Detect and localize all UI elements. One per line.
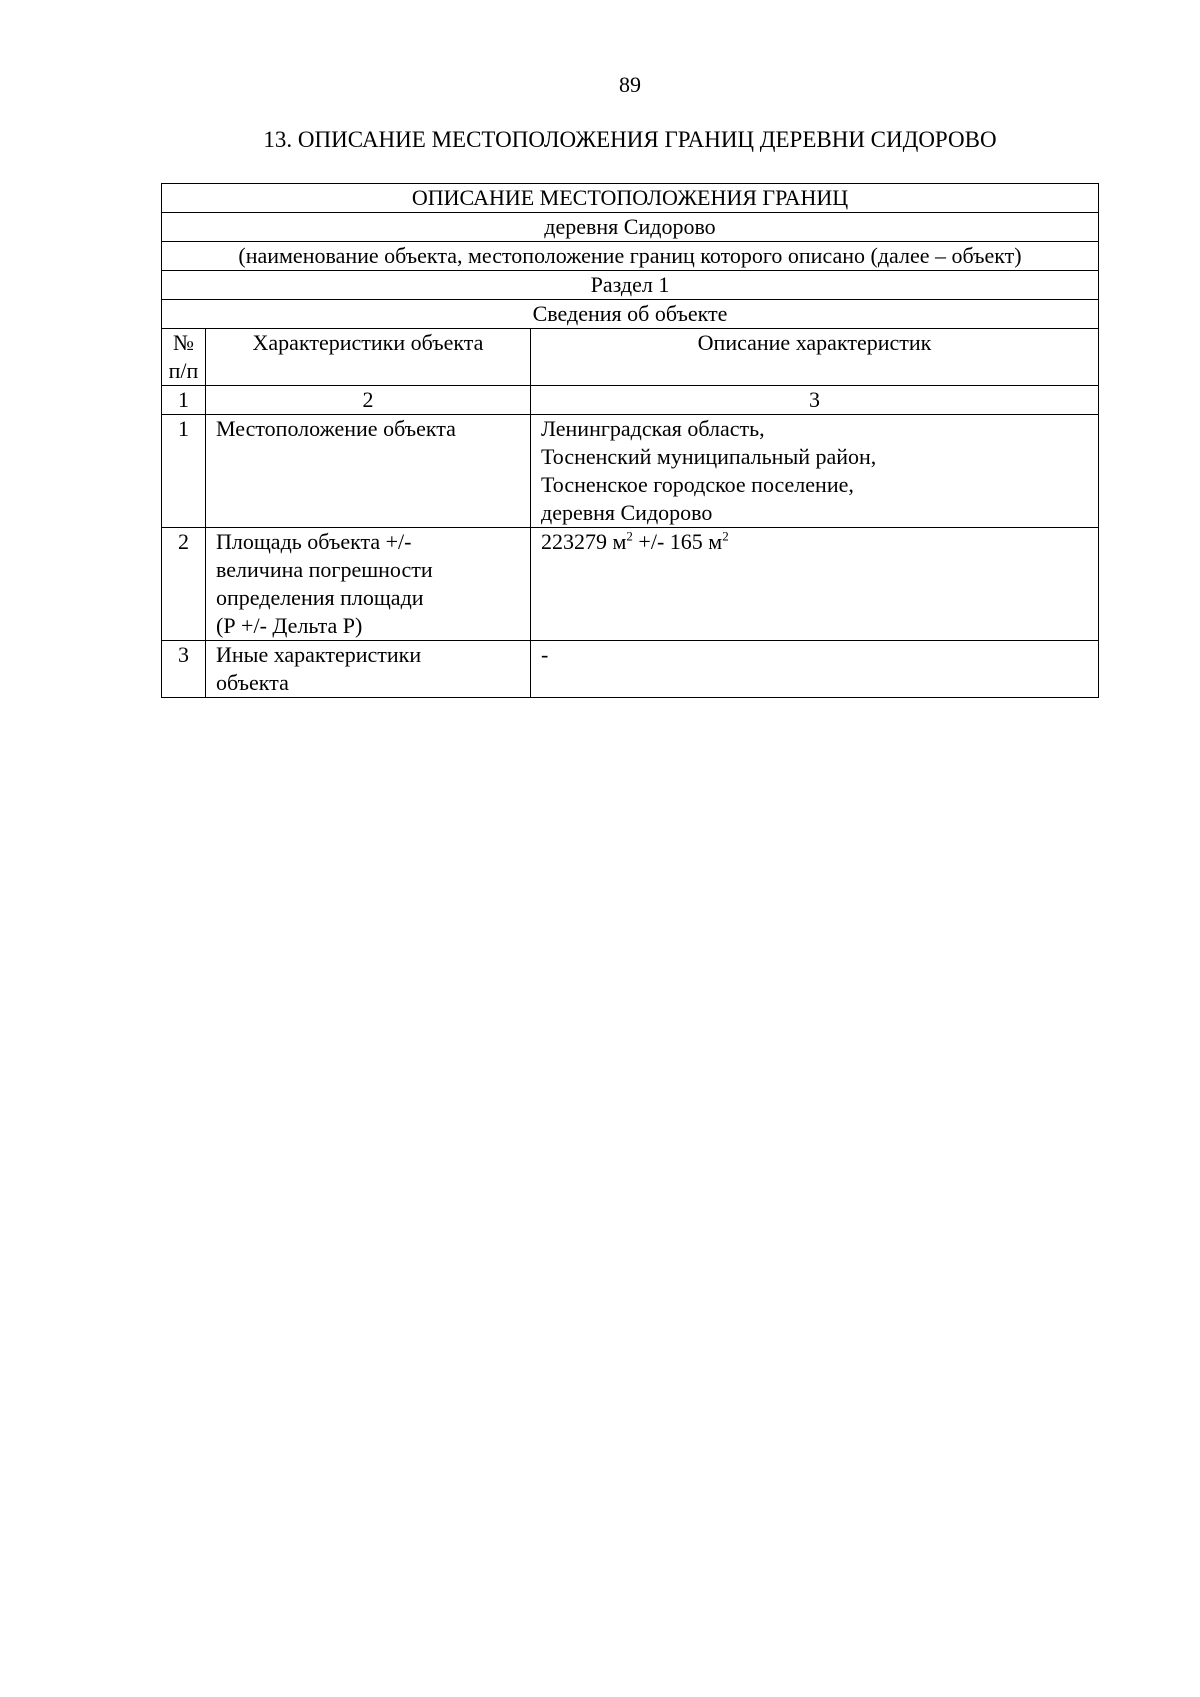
characteristic-cell	[206, 528, 531, 641]
column-number-2: 2	[206, 386, 531, 415]
section-label: Раздел 1	[162, 271, 1099, 300]
section-title: Сведения об объекте	[162, 300, 1099, 329]
description-line: Тосненское городское поселение,	[541, 472, 854, 497]
table-title: ОПИСАНИЕ МЕСТОПОЛОЖЕНИЯ ГРАНИЦ	[162, 184, 1099, 213]
characteristic-text: величина погрешности	[216, 557, 433, 582]
characteristic-cell	[206, 641, 531, 698]
table-row	[162, 641, 1099, 698]
area-tolerance: +/- 165 м	[632, 529, 723, 554]
column-number-row	[162, 386, 1099, 415]
description-line: деревня Сидорово	[541, 500, 713, 525]
table-header-row	[162, 329, 1099, 386]
table-row	[162, 415, 1099, 528]
header-num-line2: п/п	[168, 358, 199, 383]
characteristic-text: Площадь объекта +/-	[216, 529, 412, 554]
row-number: 1	[162, 415, 206, 528]
area-value: 223279 м	[541, 529, 627, 554]
column-number-3: 3	[531, 386, 1099, 415]
object-name: деревня Сидорово	[162, 213, 1099, 242]
section-heading: 13. ОПИСАНИЕ МЕСТОПОЛОЖЕНИЯ ГРАНИЦ ДЕРЕВНИ СИДОРОВО	[263, 127, 997, 152]
table-row	[162, 528, 1099, 641]
column-number-1: 1	[162, 386, 206, 415]
header-characteristics: Характеристики объекта	[206, 329, 531, 386]
page-number: 89	[619, 72, 641, 97]
characteristic-text: объекта	[216, 670, 289, 695]
object-caption: (наименование объекта, местоположение границ которого описано (далее – объект)	[162, 242, 1099, 271]
area-unit-superscript: 2	[626, 528, 633, 544]
area-unit-superscript: 2	[722, 528, 729, 544]
header-num-line1: №	[173, 330, 194, 355]
area-value-cell	[531, 528, 1099, 641]
header-num	[162, 329, 206, 386]
row-number: 2	[162, 528, 206, 641]
row-number: 3	[162, 641, 206, 698]
boundary-description-table	[161, 183, 1099, 698]
header-description: Описание характеристик	[531, 329, 1099, 386]
characteristic-cell	[206, 415, 531, 528]
characteristic-text: (Р +/- Дельта Р)	[216, 613, 363, 638]
characteristic-text: определения площади	[216, 585, 424, 610]
characteristic-text: Местоположение объекта	[216, 416, 456, 441]
characteristic-text: Иные характеристики	[216, 642, 422, 667]
description-line: Тосненский муниципальный район,	[541, 444, 877, 469]
description-line: Ленинградская область,	[541, 416, 765, 441]
description-cell: -	[531, 641, 1099, 698]
description-cell	[531, 415, 1099, 528]
